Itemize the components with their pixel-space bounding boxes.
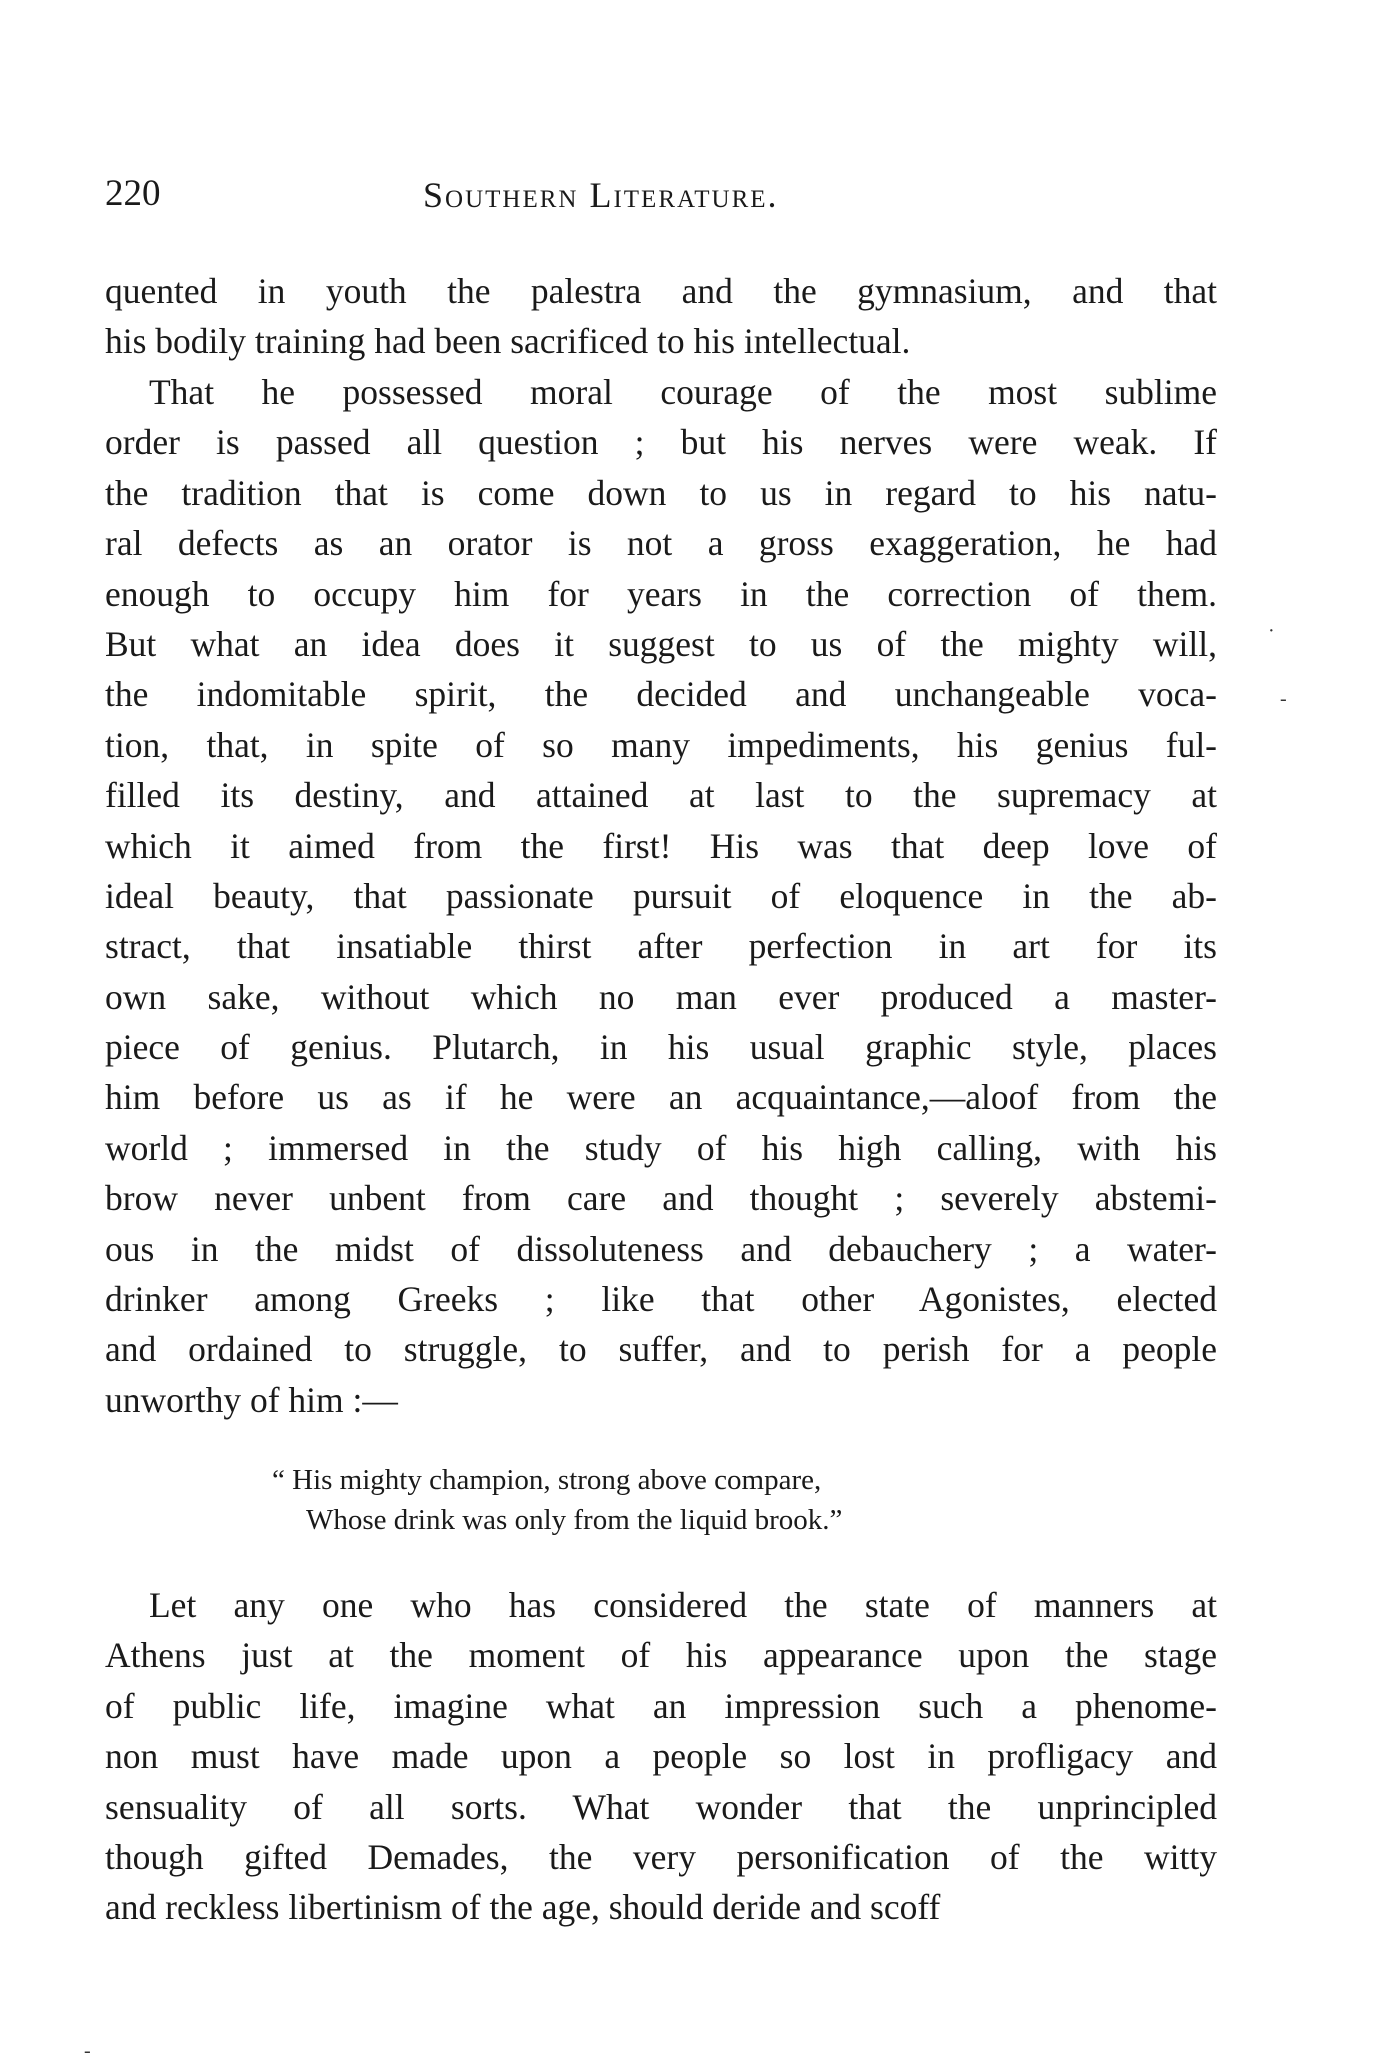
text-line: ideal beauty, that passionate pursuit of eloquence in the ab- (105, 875, 1217, 916)
text-line: brow never unbent from care and thought ; severely abstemi- (105, 1178, 1217, 1219)
text-line: enough to occupy him for years in the correction of them. (105, 573, 1217, 614)
text-line: drinker among Greeks ; like that other Agonistes, elected (105, 1279, 1217, 1320)
text-line: stract, that insatiable thirst after perfection in art for its (105, 926, 1217, 967)
paragraph-1 (105, 266, 1217, 367)
paragraph-2 (105, 367, 1217, 1425)
text-line: and ordained to struggle, to suffer, and to perish for a people (105, 1329, 1217, 1370)
text-line: own sake, without which no man ever produced a master- (105, 976, 1217, 1017)
paragraph-3 (105, 1580, 1217, 1933)
text-line: his bodily training had been sacrificed to his intellectual. (105, 321, 911, 362)
text-line: Let any one who has considered the state of manners at (149, 1585, 1217, 1625)
text-line: Athens just at the moment of his appearance upon the stage (105, 1635, 1217, 1676)
text-line: of public life, imagine what an impression such a phenome- (105, 1685, 1217, 1726)
page-number: 220 (105, 173, 161, 214)
margin-speck: - (84, 2040, 91, 2062)
text-line: him before us as if he were an acquaintance,—aloof from the (105, 1077, 1217, 1118)
quote-line: “ His mighty champion, strong above compare, (272, 1464, 822, 1496)
text-line: ous in the midst of dissoluteness and debauchery ; a water- (105, 1228, 1217, 1269)
text-line: That he possessed moral courage of the most sublime (149, 372, 1217, 412)
text-line: ral defects as an orator is not a gross exaggeration, he had (105, 523, 1217, 564)
text-line: tion, that, in spite of so many impediments, his genius ful- (105, 724, 1217, 765)
text-line: the tradition that is come down to us in regard to his natu- (105, 472, 1217, 513)
quote-line: Whose drink was only from the liquid brook.” (306, 1504, 843, 1536)
running-header (105, 172, 1217, 222)
text-line: order is passed all question ; but his nerves were weak. If (105, 422, 1217, 463)
text-line: the indomitable spirit, the decided and unchangeable voca- (105, 674, 1217, 715)
text-line: and reckless libertinism of the age, should deride and scoff (105, 1887, 941, 1928)
block-quote (272, 1460, 842, 1540)
margin-speck: · (1268, 620, 1275, 642)
text-line: But what an idea does it suggest to us of the mighty will, (105, 623, 1217, 664)
text-line: unworthy of him :— (105, 1379, 398, 1420)
running-title: Southern Literature. (423, 175, 779, 215)
margin-speck: - (1280, 688, 1287, 710)
text-line: quented in youth the palestra and the gymnasium, and that (105, 271, 1217, 311)
text-line: world ; immersed in the study of his high calling, with his (105, 1127, 1217, 1168)
text-line: though gifted Demades, the very personification of the witty (105, 1836, 1217, 1877)
text-line: sensuality of all sorts. What wonder that the unprincipled (105, 1786, 1217, 1827)
text-line: non must have made upon a people so lost in profligacy and (105, 1736, 1217, 1777)
text-line: filled its destiny, and attained at last to the supremacy at (105, 775, 1217, 816)
text-line: which it aimed from the first! His was that deep love of (105, 825, 1217, 866)
text-line: piece of genius. Plutarch, in his usual graphic style, places (105, 1027, 1217, 1068)
